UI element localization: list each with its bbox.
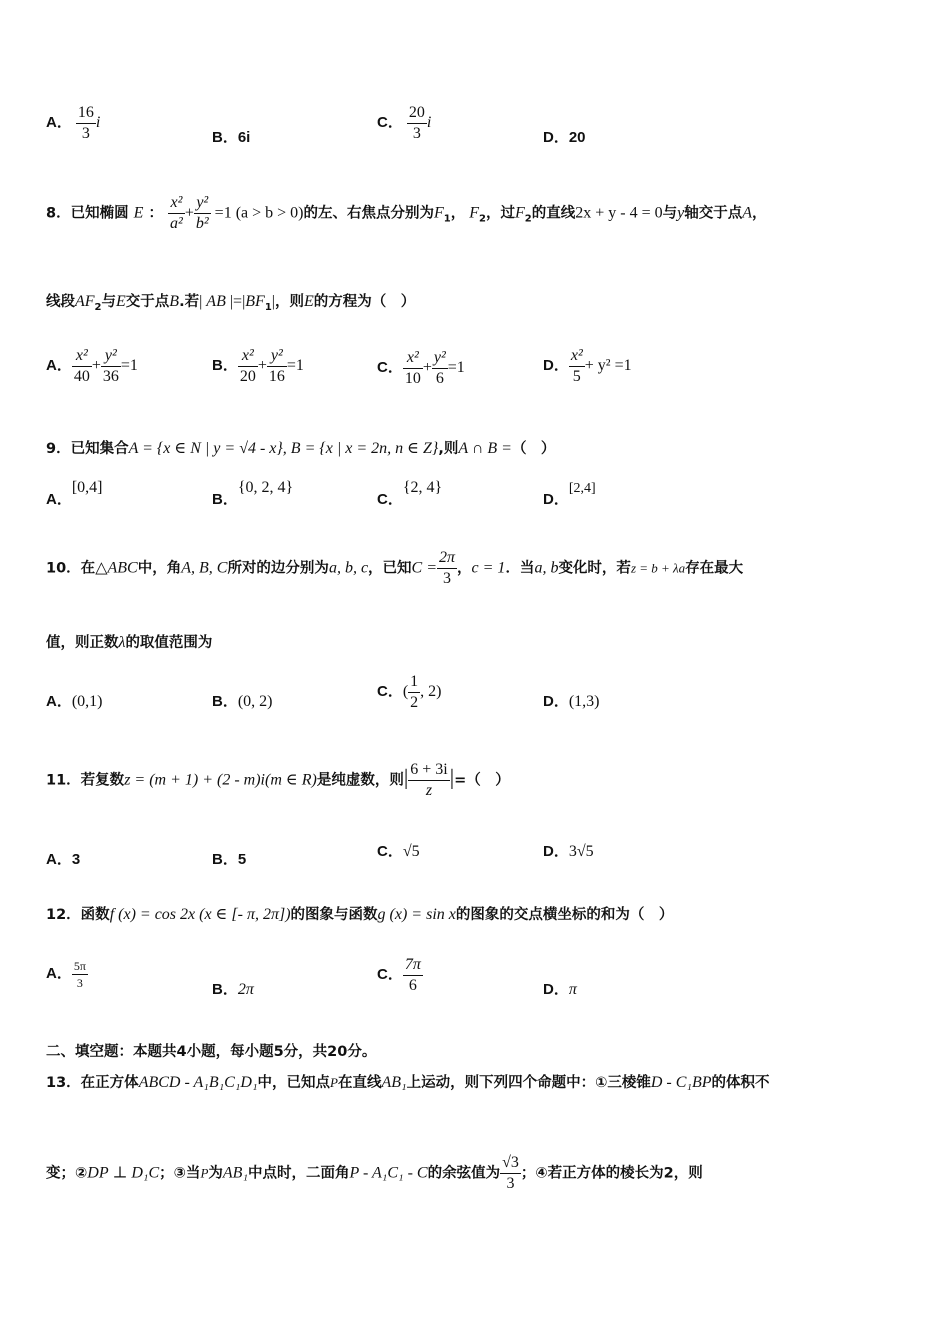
q7-option-b: B．6i: [212, 129, 251, 146]
q10-option-b: B．(0, 2): [212, 693, 273, 710]
q7-option-c: C． $\frac{20}{3}$ i: [377, 104, 432, 142]
q9-option-b: B．{0, 2, 4}: [212, 479, 294, 508]
q8-option-d: D． $\frac{\text{x²}}{5}$ + y² =1: [543, 347, 632, 385]
q8-line1: 8．已知椭圆 E ： $\frac{\text{x²}}{\text{a²}}$ + $\frac{\text{y²}}{\text{b²}}$ =1 (a > b > 0)的左、右焦点分别为$F_1$， $F_2$，过$F_2$的直线2x + y - 4 = 0与y轴交于点A，: [46, 194, 767, 232]
q11-option-b: B．5: [212, 851, 247, 868]
q13-line1: 13．在正方体ABCD - A₁B₁C₁D₁中，已知点P在直线AB₁上运动，则下列四个命题中：①三棱锥D - C₁BP的体积不: [46, 1074, 770, 1091]
q12-option-c: C． $\frac{7\pi}{6}$: [377, 956, 421, 994]
q8-line2: 线段$AF_2$与E交于点B.若| AB $|=|BF_1|$，则E的方程为（ ）: [46, 293, 416, 313]
q10-line1: 10．在△ABC中，角A, B, C所对的边分别为a, b, c，已知C = $\frac{2\pi}{3}$ ，c = 1．当a, b变化时，若z = b + λa存在最大: [46, 549, 744, 587]
q9-option-c: C．{2, 4}: [377, 479, 443, 508]
q7-option-d: D．20: [543, 129, 586, 146]
q7-option-a: A． $\frac{16}{3}$ i: [46, 104, 101, 142]
q12-line: 12．函数f (x) = cos 2x (x ∈ [- π, 2π])的图象与函数g (x) = sin x的图象的交点横坐标的和为（ ）: [46, 906, 674, 923]
q11-option-c: C．√5: [377, 843, 420, 860]
q9-line: 9．已知集合A = {x ∈ N | y = √4 - x}, B = {x | x = 2n, n ∈ Z},则A ∩ B =（ ）: [46, 440, 556, 457]
q11-line: 11．若复数z = (m + 1) + (2 - m)i(m ∈ R)是纯虚数，则| $\frac{6 + 3i}{z}$ |=（ ）: [46, 761, 510, 799]
q10-option-c: C．( $\frac{1}{2}$ , 2): [377, 673, 442, 711]
option-label: C．: [377, 114, 403, 132]
q12-option-b: B．2π: [212, 981, 254, 998]
q12-option-a: A． $\frac{5\pi}{3}$: [46, 959, 86, 990]
q10-option-a: A．(0,1): [46, 693, 103, 710]
section-heading: 二、填空题：本题共4小题，每小题5分，共20分。: [46, 1044, 377, 1060]
q12-option-d: D．π: [543, 981, 577, 998]
fraction: $\frac{16}{3}$: [77, 104, 94, 142]
fraction: $\frac{20}{3}$: [408, 104, 425, 142]
q9-option-a: A．[0,4]: [46, 479, 103, 508]
q11-option-a: A．3: [46, 851, 81, 868]
q11-option-d: D．3√5: [543, 843, 594, 860]
option-label: A．: [46, 114, 72, 132]
q10-option-d: D．(1,3): [543, 693, 600, 710]
q13-line2: 变；②DP ⊥ D₁C；③当P为AB₁中点时，二面角P - A₁C₁ - C的余弦值为 $\frac{√3}{3}$ ；④若正方体的棱长为2，则: [46, 1154, 703, 1192]
q10-line2: 值，则正数λ的取值范围为: [46, 634, 213, 651]
q8-option-b: B． $\frac{\text{x²}}{20}$ + $\frac{\text{y²}}{16}$ =1: [212, 347, 304, 385]
q9-option-d: D．[2,4]: [543, 481, 596, 508]
q8-option-c: C． $\frac{\text{x²}}{10}$ + $\frac{\text{y²}}{6}$ =1: [377, 349, 465, 387]
q8-option-a: A． $\frac{\text{x²}}{40}$ + $\frac{\text{y²}}{36}$ =1: [46, 347, 138, 385]
